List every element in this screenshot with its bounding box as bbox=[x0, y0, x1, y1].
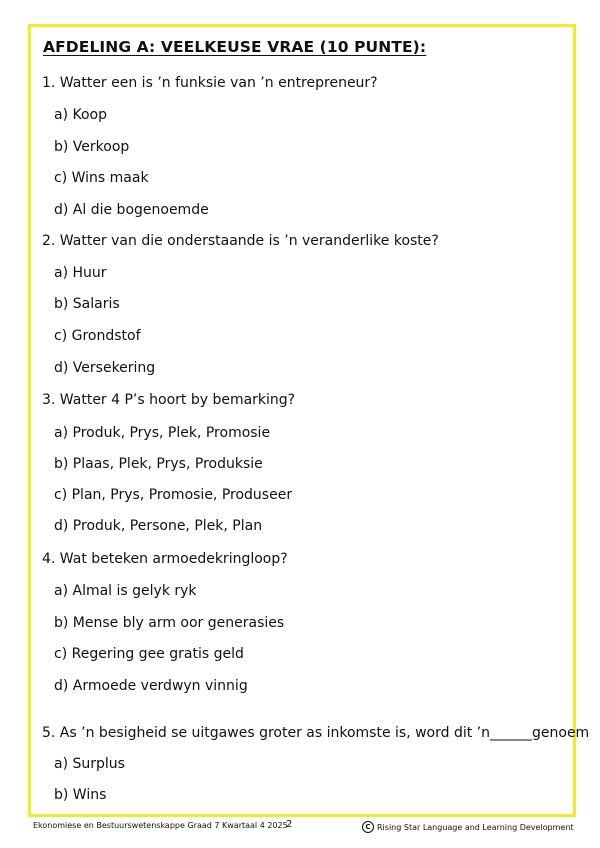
footer-subject: Ekonomiese en Bestuurswetenskappe Graad 7 Kwartaal 4 2025 bbox=[33, 821, 288, 830]
question-3: 3. Watter 4 P’s hoort by bemarking? bbox=[42, 392, 296, 408]
question-1-option-d: d) Al die bogenoemde bbox=[54, 202, 209, 218]
question-3-option-c: c) Plan, Prys, Promosie, Produseer bbox=[54, 487, 293, 503]
section-title: AFDELING A: VEELKEUSE VRAE (10 PUNTE): bbox=[43, 38, 427, 56]
copyright-icon: C bbox=[362, 821, 374, 833]
question-2-option-d: d) Versekering bbox=[54, 360, 156, 376]
question-3-option-a: a) Produk, Prys, Plek, Promosie bbox=[54, 425, 271, 441]
question-4-option-a: a) Almal is gelyk ryk bbox=[54, 583, 197, 599]
question-5-option-b: b) Wins bbox=[54, 787, 107, 803]
footer-page-number: 2 bbox=[286, 819, 293, 830]
question-3-option-d: d) Produk, Persone, Plek, Plan bbox=[54, 518, 263, 534]
question-4-option-c: c) Regering gee gratis geld bbox=[54, 646, 244, 662]
question-4-option-d: d) Armoede verdwyn vinnig bbox=[54, 678, 248, 694]
question-4: 4. Wat beteken armoedekringloop? bbox=[42, 551, 288, 567]
footer-publisher: Rising Star Language and Learning Development bbox=[377, 822, 574, 832]
question-1-option-a: a) Koop bbox=[54, 107, 107, 123]
footer-copyright bbox=[362, 821, 574, 833]
question-4-option-b: b) Mense bly arm oor generasies bbox=[54, 615, 285, 631]
question-1-option-b: b) Verkoop bbox=[54, 139, 130, 155]
question-1-option-c: c) Wins maak bbox=[54, 170, 149, 186]
question-3-option-b: b) Plaas, Plek, Prys, Produksie bbox=[54, 456, 263, 472]
question-1: 1. Watter een is ’n funksie van ’n entrepreneur? bbox=[42, 75, 378, 91]
question-5-option-a: a) Surplus bbox=[54, 756, 125, 772]
question-2: 2. Watter van die onderstaande is ’n veranderlike koste? bbox=[42, 233, 439, 249]
question-2-option-c: c) Grondstof bbox=[54, 328, 141, 344]
question-5: 5. As ’n besigheid se uitgawes groter as inkomste is, word dit ’n______genoem bbox=[42, 725, 590, 741]
question-2-option-a: a) Huur bbox=[54, 265, 107, 281]
question-2-option-b: b) Salaris bbox=[54, 296, 120, 312]
